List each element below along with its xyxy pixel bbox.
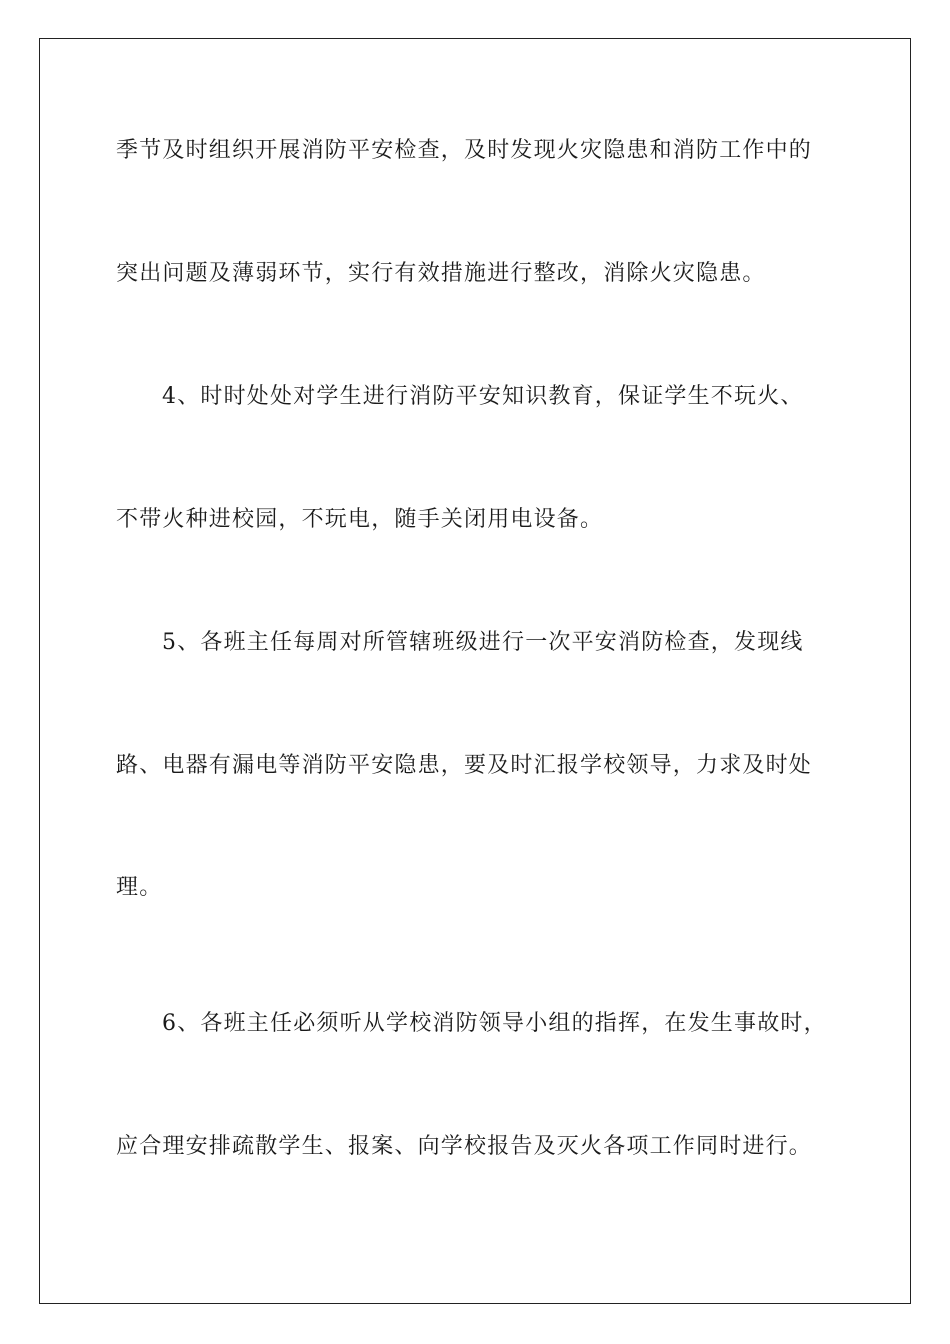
text-line-9: 应合理安排疏散学生、报案、向学校报告及灭火各项工作同时进行。 <box>116 1134 813 1159</box>
text-line-4: 不带火种进校园，不玩电，随手关闭用电设备。 <box>116 507 604 532</box>
text-line-8: 6、各班主任必须听从学校消防领导小组的指挥，在发生事故时， <box>162 1011 827 1036</box>
page-frame <box>39 38 911 1304</box>
text-line-7: 理。 <box>116 875 163 900</box>
text-line-3: 4、时时处处对学生进行消防平安知识教育，保证学生不玩火、 <box>162 384 804 409</box>
text-line-5: 5、各班主任每周对所管辖班级进行一次平安消防检查，发现线 <box>162 630 804 655</box>
text-line-1: 季节及时组织开展消防平安检查，及时发现火灾隐患和消防工作中的 <box>116 138 813 163</box>
text-line-2: 突出问题及薄弱环节，实行有效措施进行整改，消除火灾隐患。 <box>116 261 766 286</box>
text-line-6: 路、电器有漏电等消防平安隐患，要及时汇报学校领导，力求及时处 <box>116 753 813 778</box>
